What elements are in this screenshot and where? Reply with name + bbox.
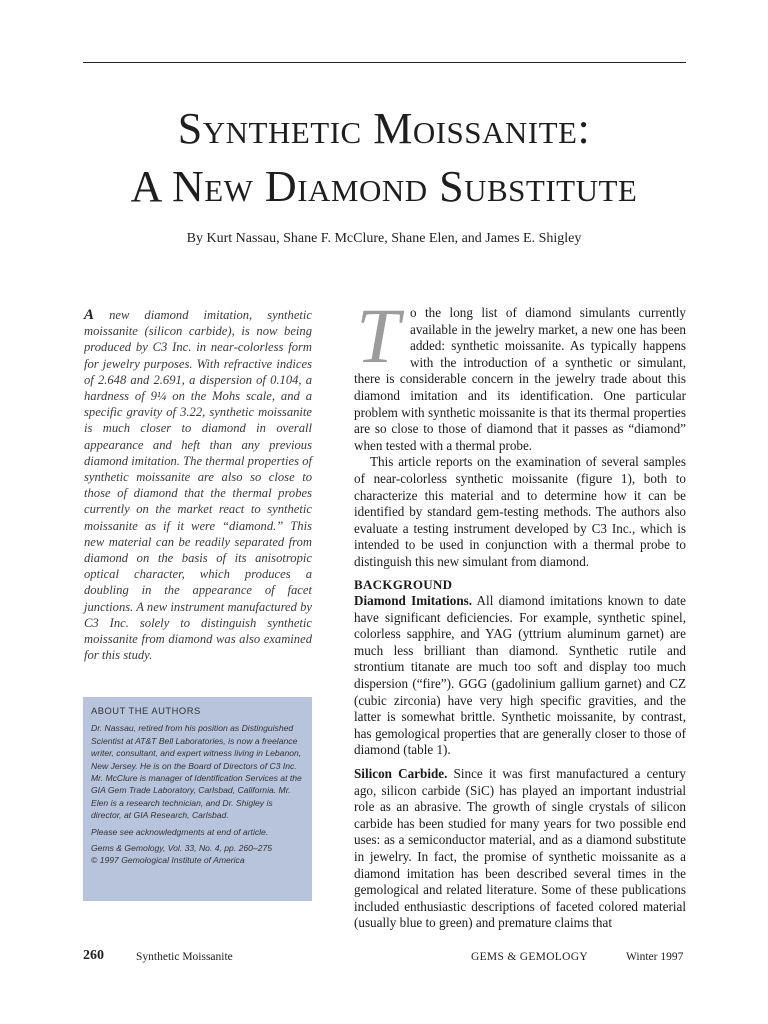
- copyright-notice: © 1997 Gemological Institute of America: [91, 855, 245, 866]
- article-title: [0, 100, 768, 216]
- author-bio: Dr. Nassau, retired from his position as Distinguished Scientist at AT&T Bell Laboratories, is now a freelance writer, consultant, and expert witness living in Lebanon, New Jersey. He is on the Board of Directors of C3 Inc. Mr. McClure is manager of Identification Services at the GIA Gem Trade Laboratory, Carlsbad, California. Mr. Elen is a research technician, and Dr. Shigley is director, at GIA Research, Carlsbad.: [91, 723, 302, 821]
- article-body: [354, 292, 686, 932]
- about-authors-box: [83, 697, 312, 901]
- issue-date: Winter 1997: [626, 951, 684, 963]
- intro-text: o the long list of diamond simulants currently available in the jewelry market, a new one has been added: synthetic moissanite. As typically happens with the introduction of a synthetic or simulant, there is considerable concern in the jewelry trade about this diamond imitation and its identification. One particular problem with synthetic moissanite is that its thermal properties are so close to those of diamond that it passes as “diamond” when tested with a thermal probe.: [354, 305, 686, 453]
- section-heading: BACKGROUND: [354, 576, 453, 592]
- top-rule: [83, 62, 686, 63]
- paragraph: [354, 593, 686, 759]
- running-title: Synthetic Moissanite: [136, 951, 233, 963]
- paragraph: This article reports on the examination of several samples of near-colorless synthetic moissanite (figure 1), both to characterize this material and to determine how it can be identified by standard gem-testing methods. The authors also evaluate a testing instrument developed by C3 Inc., which is intended to be used in conjunction with a thermal probe to distinguish this new simulant from diamond.: [354, 454, 686, 569]
- about-authors-heading: ABOUT THE AUTHORS: [91, 705, 201, 716]
- acknowledgments-note: Please see acknowledgments at end of article.: [91, 826, 269, 837]
- author-byline: By Kurt Nassau, Shane F. McClure, Shane Elen, and James E. Shigley: [186, 231, 582, 246]
- run-in-heading: Diamond Imitations.: [354, 593, 473, 609]
- intro-paragraph: [354, 292, 686, 454]
- journal-citation: Gems & Gemology, Vol. 33, No. 4, pp. 260–275: [91, 843, 273, 854]
- abstract-lead-letter: A: [84, 307, 95, 323]
- run-in-heading: Silicon Carbide.: [354, 766, 448, 782]
- journal-name: GEMS & GEMOLOGY: [471, 951, 588, 963]
- paragraph-text: Since it was first manufactured a century ago, silicon carbide (SiC) has played an important industrial role as an abrasive. The growth of single crystals of silicon carbide has been studied for many years for two possible end uses: as a semiconductor material, and as a diamond substitute in jewelry. In fact, the promise of synthetic moissanite as a diamond imitation has been described several times in the gemological and related literature. Some of these publications included enthusiastic descriptions of faceted colored material (usually blue to green) and premature claims that: [354, 766, 686, 931]
- abstract: [84, 307, 312, 663]
- title-line-1: Synthetic Moissanite:: [177, 104, 591, 153]
- page-footer: [0, 950, 768, 968]
- paragraph: [354, 766, 686, 932]
- abstract-text: new diamond imitation, synthetic moissanite (silicon carbide), is now being produced by C3 Inc. in near-colorless form for jewelry purposes. With refractive indices of 2.648 and 2.691, a dispersion of 0.104, a hardness of 9¼ on the Mohs scale, and a specific gravity of 3.22, synthetic moissanite is much closer to diamond in overall appearance and heft than any previous diamond imitation. The thermal properties of synthetic moissanite are also so close to those of diamond that the thermal probes currently on the market react to synthetic moissanite as if it were “diamond.” This new material can be readily separated from diamond on the basis of its anisotropic optical character, which produces a doubling in the appearance of facet junctions. A new instrument manufactured by C3 Inc. solely to distinguish synthetic moissanite from diamond was also examined for this study.: [84, 308, 312, 663]
- page-number: 260: [83, 948, 104, 963]
- title-line-2: A New Diamond Substitute: [130, 162, 638, 211]
- drop-cap: T: [356, 292, 400, 379]
- paragraph-text: All diamond imitations known to date have significant deficiencies. For example, synthetic spinel, colorless sapphire, and YAG (yttrium aluminum garnet) are much less brilliant than diamond. Synthetic rutile and strontium titanate are much too soft and display too much dispersion (“fire”). GGG (gadolinium gallium garnet) and CZ (cubic zirconia) have very high specific gravities, and the latter is somewhat brittle. Synthetic moissanite, by contrast, has gemological properties that are generally closer to those of diamond (table 1).: [354, 593, 686, 758]
